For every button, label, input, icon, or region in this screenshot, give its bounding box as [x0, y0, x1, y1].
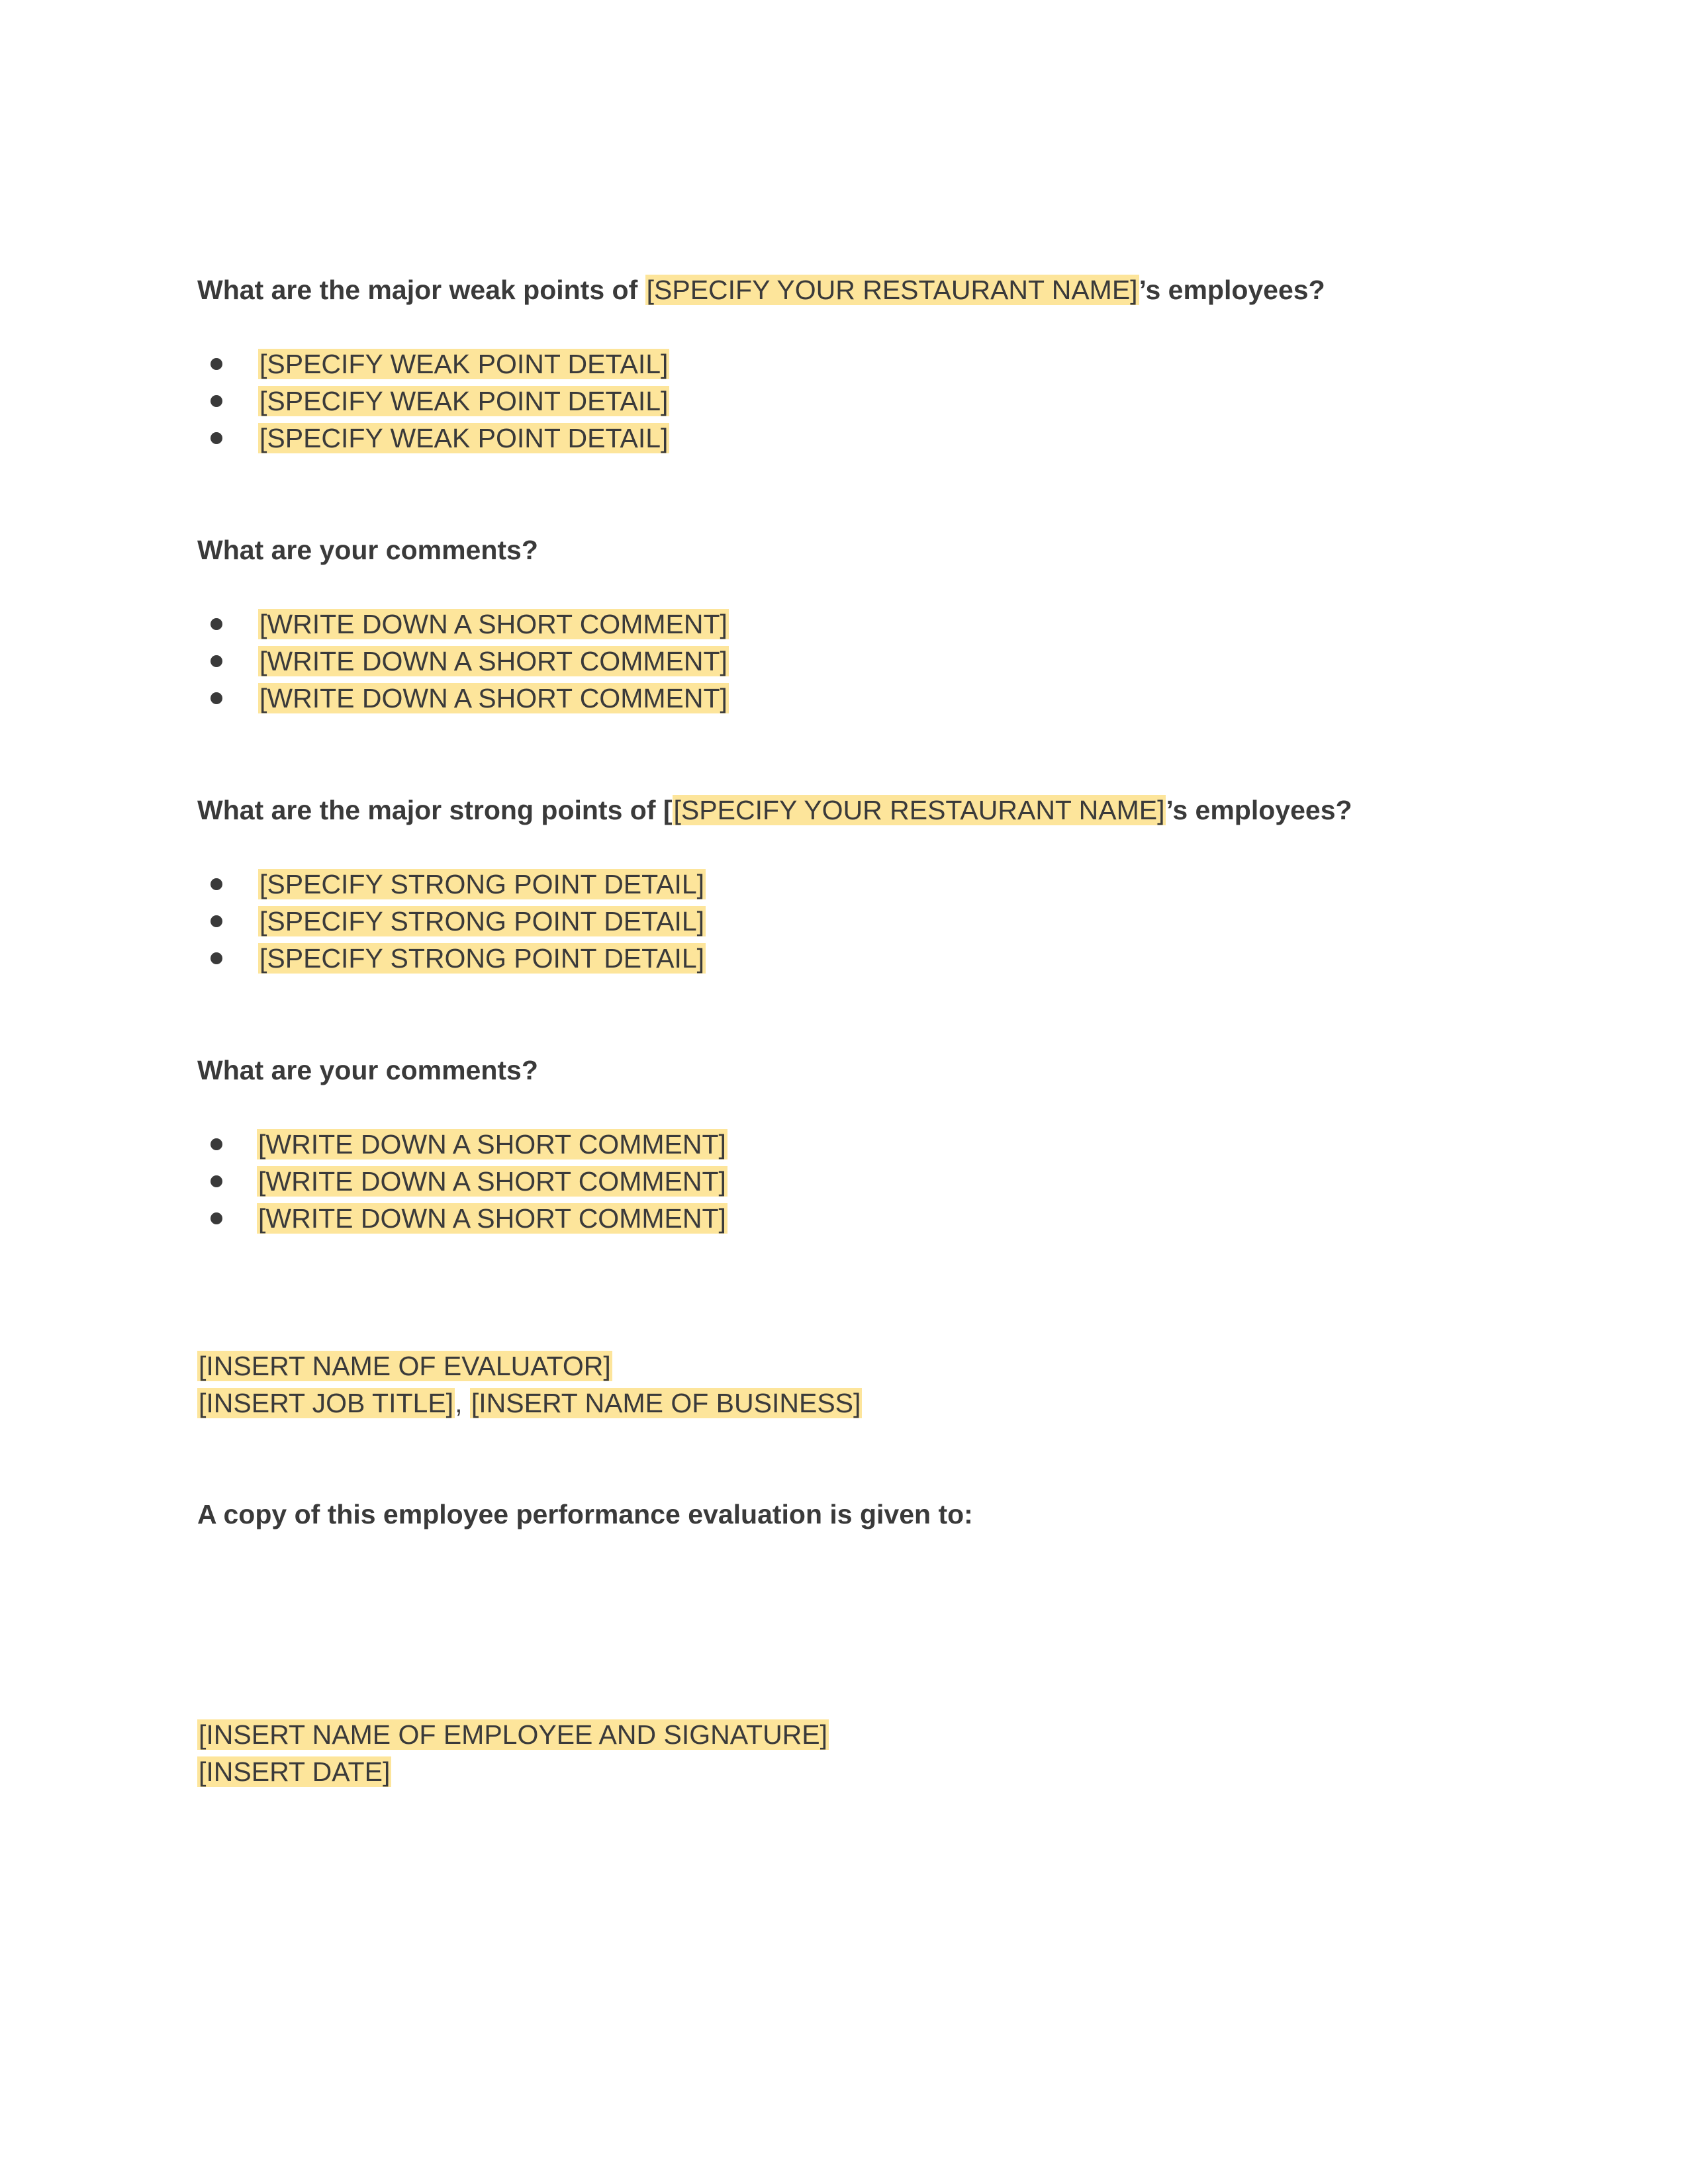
list-item — [257, 1126, 727, 1163]
employee-signature-line — [197, 1716, 829, 1753]
restaurant-name-placeholder[interactable]: [SPECIFY YOUR RESTAURANT NAME] — [673, 795, 1165, 825]
comments-question: What are your comments? — [197, 535, 538, 565]
evaluator-title-line — [197, 1385, 862, 1422]
list-item — [258, 345, 669, 383]
comment-placeholder[interactable]: [WRITE DOWN A SHORT COMMENT] — [258, 1203, 726, 1234]
date-placeholder[interactable]: [INSERT DATE] — [199, 1756, 391, 1787]
business-name-placeholder[interactable]: [INSERT NAME OF BUSINESS] — [471, 1388, 861, 1418]
question-prefix: What are the major strong points of — [197, 795, 663, 825]
bullet-icon — [211, 915, 222, 927]
comment-placeholder[interactable]: [WRITE DOWN A SHORT COMMENT] — [259, 646, 727, 676]
bullet-icon — [211, 618, 222, 630]
bullet-icon — [211, 1212, 222, 1224]
restaurant-name-placeholder[interactable]: [SPECIFY YOUR RESTAURANT NAME] — [646, 275, 1138, 305]
date-line — [197, 1753, 391, 1790]
list-item — [257, 1163, 727, 1200]
list-item — [258, 866, 706, 903]
bullet-icon — [211, 432, 222, 444]
evaluator-name-line — [197, 1347, 612, 1385]
question-suffix: ’s employees? — [1166, 795, 1352, 825]
job-title-placeholder[interactable]: [INSERT JOB TITLE] — [199, 1388, 454, 1418]
comment-placeholder[interactable]: [WRITE DOWN A SHORT COMMENT] — [258, 1129, 726, 1160]
list-item — [257, 1200, 727, 1237]
weak-point-placeholder[interactable]: [SPECIFY WEAK POINT DETAIL] — [259, 386, 669, 416]
copy-statement: A copy of this employee performance evaluation is given to: — [197, 1499, 973, 1529]
strong-points-question — [197, 792, 1352, 829]
bullet-icon — [211, 395, 222, 407]
weak-point-placeholder[interactable]: [SPECIFY WEAK POINT DETAIL] — [259, 349, 669, 379]
separator: , — [455, 1388, 470, 1418]
bullet-icon — [211, 952, 222, 964]
strong-point-placeholder[interactable]: [SPECIFY STRONG POINT DETAIL] — [259, 869, 705, 899]
bullet-icon — [211, 878, 222, 890]
question-prefix: What are the major weak points of — [197, 275, 645, 305]
employee-signature-placeholder[interactable]: [INSERT NAME OF EMPLOYEE AND SIGNATURE] — [199, 1719, 828, 1750]
weak-point-placeholder[interactable]: [SPECIFY WEAK POINT DETAIL] — [259, 423, 669, 453]
list-item — [258, 420, 669, 457]
comment-placeholder[interactable]: [WRITE DOWN A SHORT COMMENT] — [259, 609, 727, 639]
evaluator-name-placeholder[interactable]: [INSERT NAME OF EVALUATOR] — [199, 1351, 611, 1381]
list-item — [258, 940, 706, 977]
list-item — [258, 383, 669, 420]
bullet-icon — [211, 655, 222, 667]
strong-point-placeholder[interactable]: [SPECIFY STRONG POINT DETAIL] — [259, 943, 705, 974]
list-item — [258, 606, 729, 643]
question-suffix: ’s employees? — [1139, 275, 1325, 305]
list-item — [258, 643, 729, 680]
bullet-icon — [211, 1175, 222, 1187]
question-bracket: [ — [663, 795, 673, 825]
list-item — [258, 680, 729, 717]
bullet-icon — [211, 358, 222, 370]
bullet-icon — [211, 1138, 222, 1150]
comment-placeholder[interactable]: [WRITE DOWN A SHORT COMMENT] — [258, 1166, 726, 1197]
strong-point-placeholder[interactable]: [SPECIFY STRONG POINT DETAIL] — [259, 906, 705, 936]
bullet-icon — [211, 692, 222, 704]
comment-placeholder[interactable]: [WRITE DOWN A SHORT COMMENT] — [259, 683, 727, 713]
list-item — [258, 903, 706, 940]
weak-points-question — [197, 271, 1325, 308]
comments-question: What are your comments? — [197, 1055, 538, 1085]
